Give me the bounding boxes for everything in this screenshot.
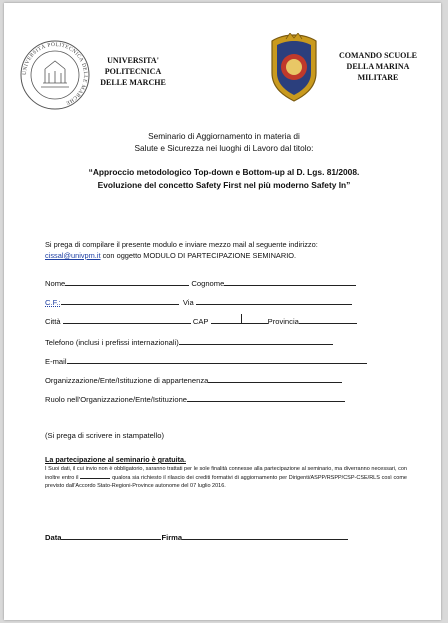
- nome-label: Nome: [45, 279, 66, 288]
- via-field[interactable]: [196, 295, 352, 305]
- cap-label: CAP: [192, 317, 209, 326]
- free-participation-note: La partecipazione al seminario è gratuita.: [45, 455, 186, 464]
- telefono-label: Telefono (inclusi i prefissi internazionali): [45, 338, 179, 347]
- ruolo-label: Ruolo nell'Organizzazione/Ente/Istituzione: [45, 395, 188, 404]
- submission-instructions: Si prega di compilare il presente modulo e inviare mezzo mail al seguente indirizzo: cissal@univpm.it con oggetto MODULO DI PARTECIPAZIONE SEMINARIO.: [45, 240, 318, 260]
- organizzazione-field[interactable]: [208, 373, 342, 383]
- print-note: (Si prega di scrivere in stampatello): [45, 431, 165, 440]
- form-row-phone: [45, 335, 333, 348]
- document-page: [4, 3, 441, 620]
- provincia-field[interactable]: [299, 314, 357, 324]
- form-row-organization: [45, 373, 342, 386]
- navy-school-name: COMANDO SCUOLE DELLA MARINA MILITARE: [338, 51, 417, 82]
- cap-field-extra[interactable]: [242, 314, 268, 324]
- seminar-intro: Seminario di Aggiornamento in materia di Salute e Sicurezza nei luoghi di Lavoro dal titolo:: [134, 131, 314, 153]
- citta-field[interactable]: [63, 314, 191, 324]
- seal-ring-text: UNIVERSITÀ POLITECNICA DELLE MARCHE: [21, 41, 89, 106]
- provincia-label: Provincia: [267, 317, 299, 326]
- data-label: Data: [45, 533, 62, 542]
- navy-crest-logo: [266, 33, 322, 103]
- signature-row: [45, 530, 348, 542]
- email-field[interactable]: [67, 354, 367, 364]
- cap-field[interactable]: [211, 314, 242, 324]
- via-label: Via: [182, 298, 194, 307]
- cognome-field[interactable]: [224, 276, 356, 286]
- firma-label: Firma: [161, 533, 183, 542]
- telefono-field[interactable]: [179, 335, 333, 345]
- privacy-notice: I Suoi dati, il cui invio non è obbligatorio, saranno trattati per le sole finalità connesse alla partecipazione al seminario, ma diverranno necessari, con inoltre entro il qualora sia richiesto il rilascio dei crediti formativi di aggiornamento per Dirigenti/ASPP/RSPP/CSP-CSE/RLS così come previsto dall'Accordo Stato-Regioni-Province autonome del 07 luglio 2016.: [45, 466, 407, 489]
- ruolo-field[interactable]: [187, 392, 345, 402]
- form-row-role: [45, 392, 345, 405]
- citta-label: Città: [45, 317, 61, 326]
- university-name: UNIVERSITA' POLITECNICA DELLE MARCHE: [100, 56, 166, 87]
- seminar-title: “Approccio metodologico Top-down e Bottom-up al D. Lgs. 81/2008. Evoluzione del concetto Safety First nel più moderno Safety In”: [88, 167, 360, 190]
- deadline-blank[interactable]: [80, 473, 110, 479]
- cf-field[interactable]: [61, 295, 179, 305]
- data-field[interactable]: [61, 530, 161, 540]
- email-label: E-mail: [45, 357, 67, 366]
- form-row-city: [45, 314, 357, 327]
- form-row-name: [45, 276, 356, 289]
- cognome-label: Cognome: [191, 279, 225, 288]
- cf-label: C.F.:: [45, 298, 61, 307]
- form-row-cf: [45, 295, 352, 308]
- organizzazione-label: Organizzazione/Ente/Istituzione di appartenenza: [45, 376, 209, 385]
- nome-field[interactable]: [65, 276, 189, 286]
- university-seal-logo: [19, 39, 91, 111]
- form-row-email: [45, 354, 367, 367]
- firma-field[interactable]: [182, 530, 348, 540]
- email-link[interactable]: cissal@univpm.it: [45, 251, 101, 260]
